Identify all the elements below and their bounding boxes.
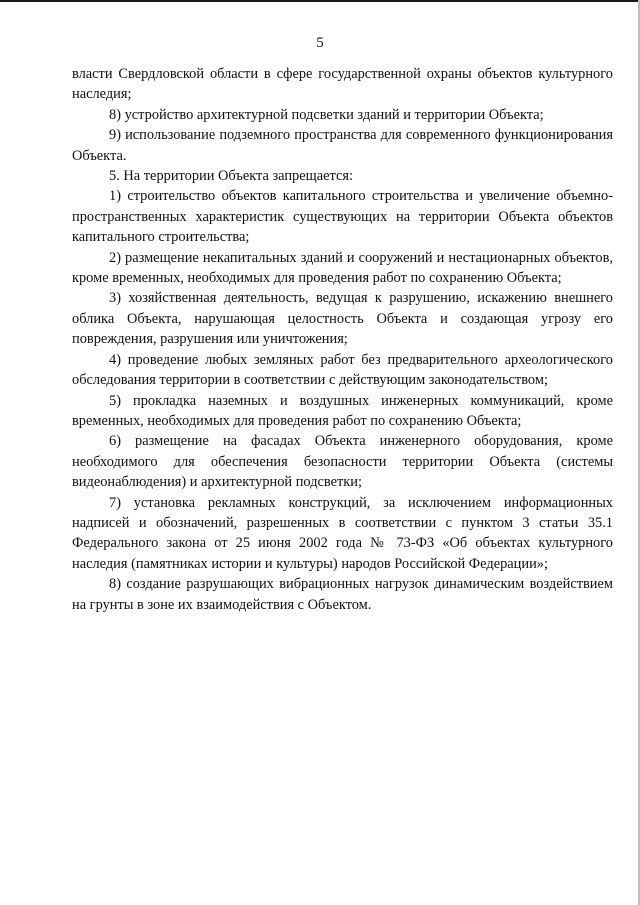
page-number: 5 [316, 35, 324, 51]
prohibition-3: 3) хозяйственная деятельность, ведущая к разрушению, искажению внешнего облика Объекта, нарушающая целостность Объекта и создающая угрозу его повреждения, разрушения или уничтожения; [72, 290, 613, 348]
section-5-heading: 5. На территории Объекта запрещается: [109, 168, 353, 185]
prohibition-1: 1) строительство объектов капитального строительства и увеличение объемно-пространственных характеристик существующих на территории Объекта объектов капитального строительства; [72, 188, 613, 246]
item-9-underground: 9) использование подземного пространства для современного функционирования Объекта. [72, 127, 613, 164]
prohibition-5: 5) прокладка наземных и воздушных инженерных коммуникаций, кроме временных, необходимых для проведения работ по сохранению Объекта; [72, 392, 613, 429]
prohibition-7: 7) установка рекламных конструкций, за исключением информационных надписей и обозначений, разрешенных в соответствии с пунктом 3 статьи 35.1 Федерального закона от 25 июня 2002 года № 73-ФЗ «Об объектах культурного наследия (памятниках истории и культуры) народов Российской Федерации»; [72, 494, 613, 572]
scan-top-edge [0, 0, 640, 2]
paragraph-continuation: власти Свердловской области в сфере государственной охраны объектов культурного наследия; [72, 66, 613, 103]
prohibition-8: 8) создание разрушающих вибрационных нагрузок динамическим воздействием на грунты в зоне их взаимодействия с Объектом. [72, 576, 613, 613]
prohibition-4: 4) проведение любых земляных работ без предварительного археологического обследования территории в соответствии с действующим законодательством; [72, 351, 613, 389]
item-8-lighting: 8) устройство архитектурной подсветки зданий и территории Объекта; [109, 106, 544, 123]
prohibition-2: 2) размещение некапитальных зданий и сооружений и нестационарных объектов, кроме временных, необходимых для проведения работ по сохранению Объекта; [72, 249, 613, 287]
prohibition-6: 6) размещение на фасадах Объекта инженерного оборудования, кроме необходимого для обеспечения безопасности территории Объекта (системы видеонаблюдения) и архитектурной подсветки; [72, 433, 613, 491]
document-body [72, 64, 613, 615]
